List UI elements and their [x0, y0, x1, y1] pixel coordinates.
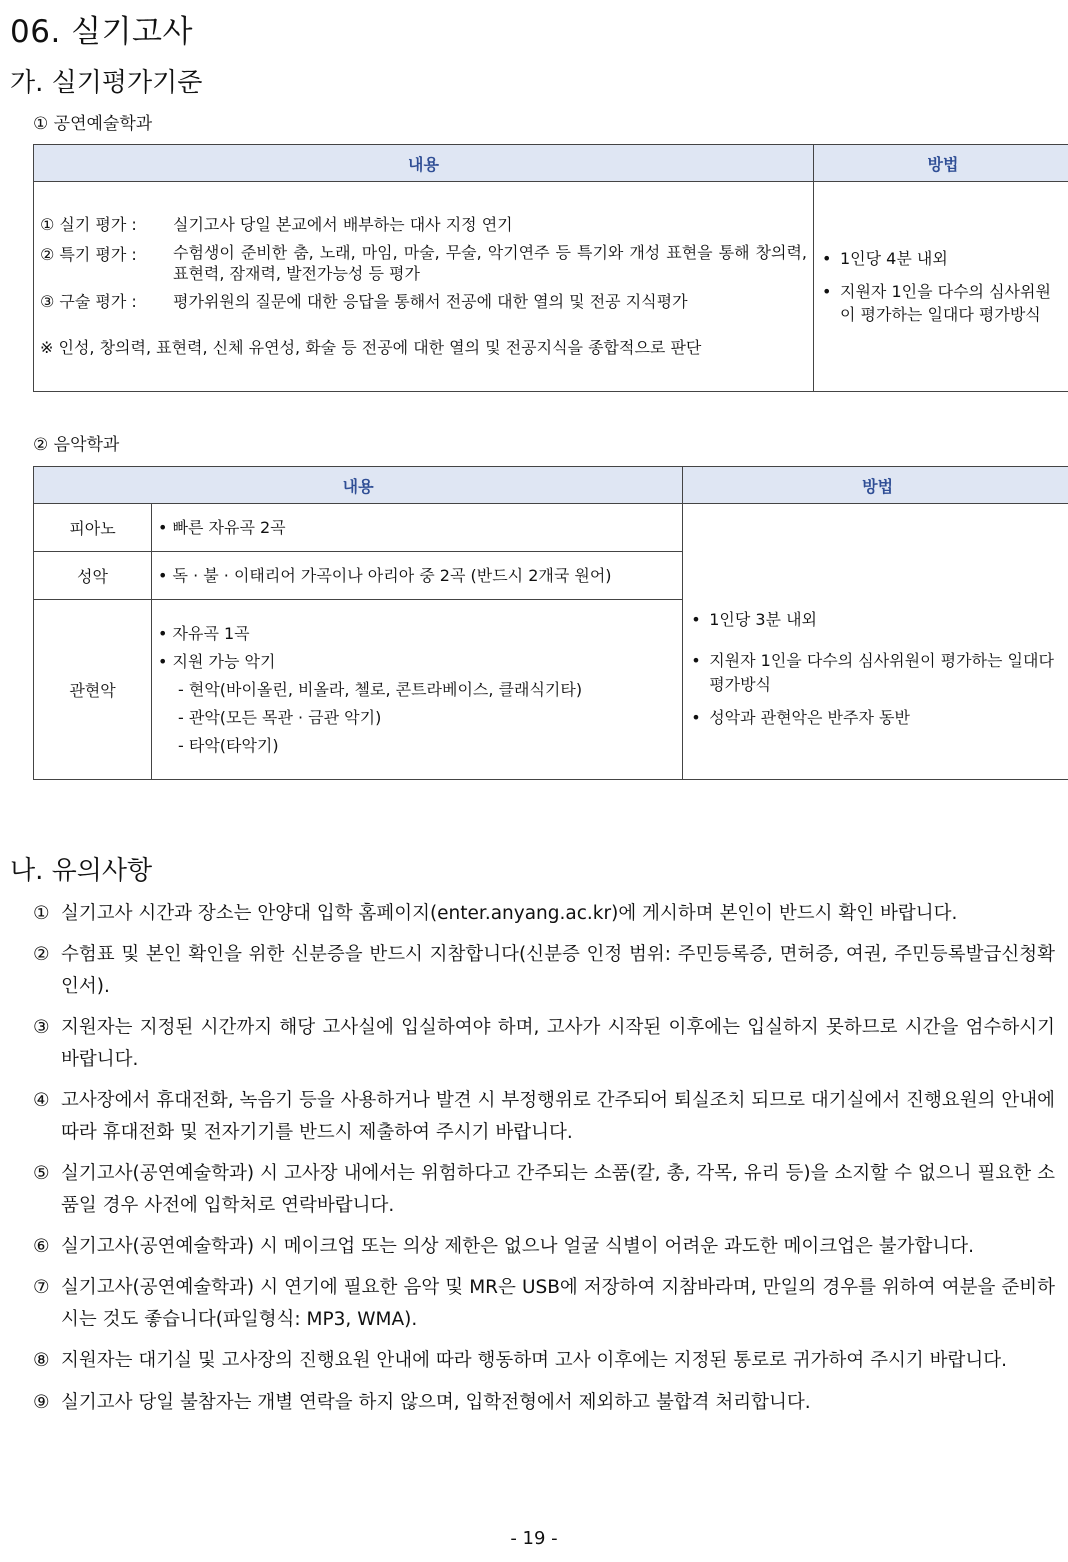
vocal-cell: • 독 · 불 · 이태리어 가곡이나 아리아 중 2곡 (반드시 2개국 원어) — [152, 552, 683, 600]
col-header-method: 방법 — [814, 145, 1068, 182]
subsection-title-notices: 나. 유의사항 — [10, 856, 153, 886]
row-label-orchestra: 관현악 — [34, 600, 152, 780]
method-item: • 지원자 1인을 다수의 심사위원이 평가하는 일대다 평가방식 — [822, 281, 1051, 325]
list-item: ③ 지원자는 지정된 시간까지 해당 고사실에 입실하여야 하며, 고사가 시작된 이후에는 입실하지 못하므로 시간을 엄수하시기 바랍니다. — [33, 1017, 1055, 1070]
section-title: 06. 실기고사 — [10, 14, 193, 50]
row-label-vocal: 성악 — [34, 552, 152, 600]
list-item: ⑦ 실기고사(공연예술학과) 시 연기에 필요한 음악 및 MR은 USB에 저장하여 지참바라며, 만일의 경우를 위하여 여분을 준비하시는 것도 좋습니다(파일형식: MP3, WMA). — [33, 1277, 1055, 1330]
eval-note: ※ 인성, 창의력, 표현력, 신체 유연성, 화술 등 전공에 대한 열의 및 전공지식을 종합적으로 판단 — [40, 338, 702, 358]
piano-cell: • 빠른 자유곡 2곡 — [152, 504, 683, 552]
method-item: • 성악과 관현악은 반주자 동반 — [691, 707, 910, 727]
music-table — [33, 466, 1068, 780]
list-item: ⑨ 실기고사 당일 불참자는 개별 연락을 하지 않으며, 입학전형에서 제외하고 불합격 처리합니다. — [33, 1391, 811, 1413]
list-item: ④ 고사장에서 휴대전화, 녹음기 등을 사용하거나 발견 시 부정행위로 간주되어 퇴실조치 되므로 대기실에서 진행요원의 안내에 따라 휴대전화 및 전자기기를 반드시 제출하여 주시기 바랍니다. — [33, 1090, 1055, 1143]
method-item: • 1인당 4분 내외 — [822, 248, 948, 268]
col-header-method: 방법 — [683, 467, 1068, 504]
method-item: • 1인당 3분 내외 — [691, 610, 817, 630]
eval-row-3: ③ 구술 평가 : 평가위원의 질문에 대한 응답을 통해서 전공에 대한 열의 및 전공 지식평가 — [40, 292, 688, 312]
list-item: ② 수험표 및 본인 확인을 위한 신분증을 반드시 지참합니다(신분증 인정 범위: 주민등록증, 면허증, 여권, 주민등록발급신청확인서). — [33, 944, 1055, 997]
list-item: ⑧ 지원자는 대기실 및 고사장의 진행요원 안내에 따라 행동하며 고사 이후에는 지정된 통로로 귀가하여 주시기 바랍니다. — [33, 1350, 1008, 1372]
music-method-cell — [683, 504, 1068, 780]
col-header-content: 내용 — [34, 145, 814, 182]
subsection-title-evaluation: 가. 실기평가기준 — [10, 68, 203, 98]
list-item: ① 실기고사 시간과 장소는 안양대 입학 홈페이지(enter.anyang.ac.kr)에 게시하며 본인이 반드시 확인 바랍니다. — [33, 903, 958, 924]
list-item: ⑥ 실기고사(공연예술학과) 시 메이크업 또는 의상 제한은 없으나 얼굴 식별이 어려운 과도한 메이크업은 불가합니다. — [33, 1235, 974, 1257]
col-header-content: 내용 — [34, 467, 683, 504]
page-number: - 19 - — [510, 1528, 558, 1549]
method-item: • 지원자 1인을 다수의 심사위원이 평가하는 일대다 평가방식 — [691, 651, 1054, 694]
dept-label-music: ② 음악학과 — [33, 435, 120, 455]
notice-list — [33, 898, 1055, 1428]
method-cell — [814, 182, 1068, 392]
eval-row-1: ① 실기 평가 : 실기고사 당일 본교에서 배부하는 대사 지정 연기 — [40, 214, 513, 234]
dept-label-performing-arts: ① 공연예술학과 — [33, 114, 153, 134]
list-item: ⑤ 실기고사(공연예술학과) 시 고사장 내에서는 위험하다고 간주되는 소품(칼, 총, 각목, 유리 등)을 소지할 수 없으니 필요한 소품일 경우 사전에 입학처로 연락바랍니다. — [33, 1163, 1055, 1216]
content-cell — [34, 182, 814, 392]
eval-row-2: ② 특기 평가 : 수험생이 준비한 춤, 노래, 마임, 마술, 무술, 악기연주 등 특기와 개성 표현을 통해 창의력, 표현력, 잠재력, 발전가능성 등 평가 — [40, 242, 807, 283]
performing-arts-table — [33, 144, 1068, 392]
orchestra-cell: • 자유곡 1곡 • 지원 가능 악기 - 현악(바이올린, 비올라, 첼로, 콘트라베이스, 클래식기타) - 관악(모든 목관 · 금관 악기) - 타악(타악기) — [152, 600, 683, 780]
row-label-piano: 피아노 — [34, 504, 152, 552]
